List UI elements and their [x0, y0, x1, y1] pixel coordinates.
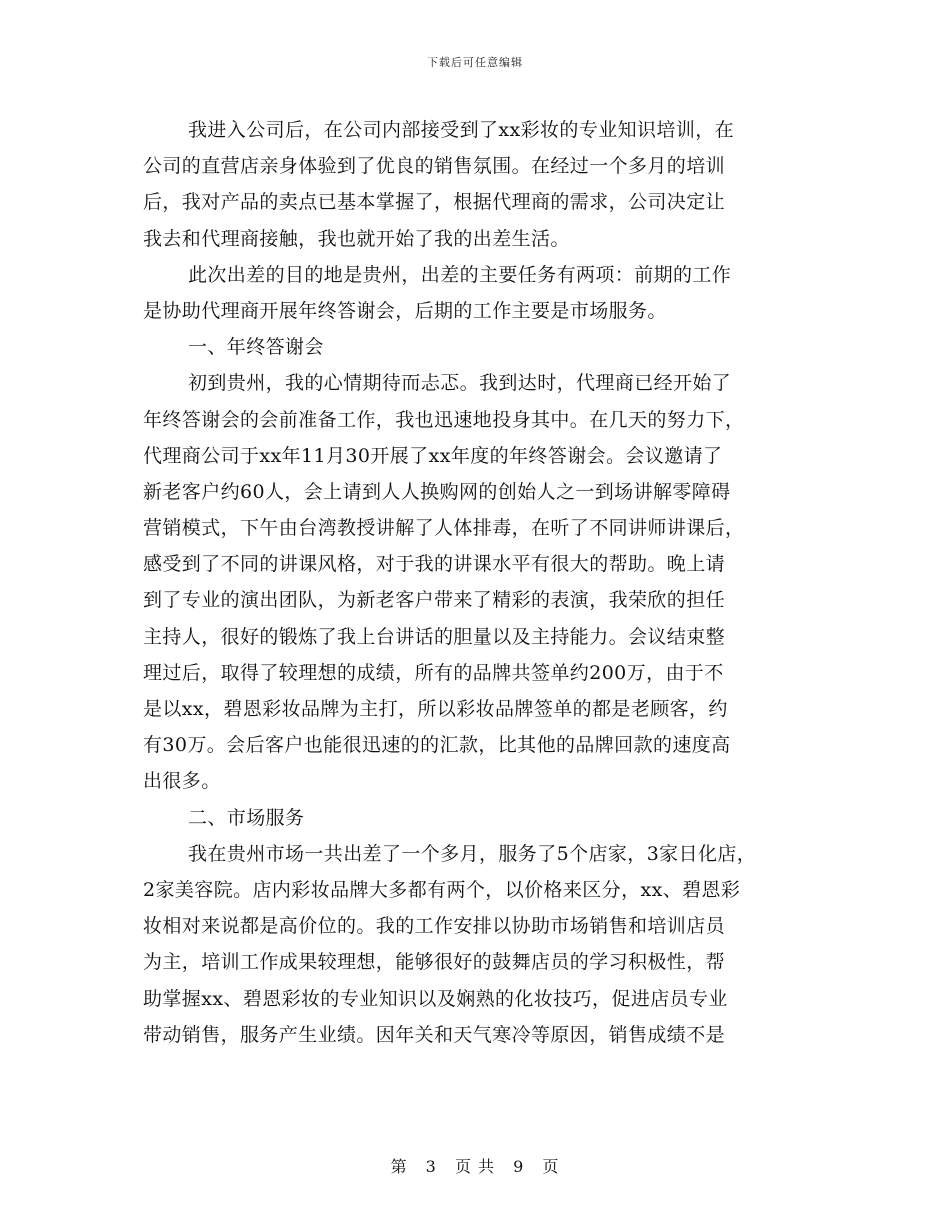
total-page-count: 9 [513, 1157, 525, 1176]
paragraph-line: 感受到了不同的讲课风格，对于我的讲课水平有很大的帮助。晚上请 [143, 553, 726, 576]
paragraph-line: 带动销售，服务产生业绩。因年关和天气寒冷等原因，销售成绩不是 [143, 1023, 726, 1046]
paragraph-line: 出很多。 [143, 770, 221, 793]
paragraph-line: 此次出差的目的地是贵州，出差的主要任务有两项：前期的工作 [188, 263, 732, 286]
paragraph-line: 是以xx，碧恩彩妆品牌为主打，所以彩妆品牌签单的都是老顾客，约 [143, 698, 728, 720]
paragraph-line: 助掌握xx、碧恩彩妆的专业知识以及娴熟的化妆技巧，促进店员专业 [143, 987, 728, 1010]
section-heading: 一、年终答谢会 [188, 336, 324, 359]
page-header: 下载后可任意编辑 [427, 56, 523, 69]
page-footer [0, 1154, 950, 1177]
paragraph-line: 理过后，取得了较理想的成绩，所有的品牌共签单约200万，由于不 [143, 661, 724, 684]
document-body [143, 112, 815, 1053]
paragraph-line: 我去和代理商接触，我也就开始了我的出差生活。 [143, 227, 570, 250]
paragraph-line: 公司的直营店亲身体验到了优良的销售氛围。在经过一个多月的培训 [143, 155, 726, 178]
paragraph-line: 初到贵州，我的心情期待而忐忑。我到达时，代理商已经开始了 [188, 372, 732, 395]
paragraph-line: 妆相对来说都是高价位的。我的工作安排以协助市场销售和培训店员 [143, 915, 726, 938]
paragraph-line: 2家美容院。店内彩妆品牌大多都有两个，以价格来区分，xx、碧恩彩 [143, 878, 741, 901]
paragraph-line: 代理商公司于xx年11月30开展了xx年度的年终答谢会。会议邀请了 [143, 444, 723, 467]
paragraph-line: 营销模式，下午由台湾教授讲解了人体排毒，在听了不同讲师讲课后， [143, 517, 745, 540]
paragraph-line: 后，我对产品的卖点已基本掌握了，根据代理商的需求，公司决定让 [143, 191, 726, 214]
paragraph-line: 有30万。会后客户也能很迅速的的汇款，比其他的品牌回款的速度高 [143, 734, 731, 757]
section-heading: 二、市场服务 [188, 806, 305, 829]
paragraph-line: 新老客户约60人，会上请到人人换购网的创始人之一到场讲解零障碍 [143, 480, 731, 503]
paragraph-line: 到了专业的演出团队，为新老客户带来了精彩的表演，我荣欣的担任 [143, 589, 726, 612]
footer-suffix: 页 [542, 1157, 560, 1176]
paragraph-line: 我在贵州市场一共出差了一个多月，服务了5个店家，3家日化店， [188, 842, 757, 865]
paragraph-line: 为主，培训工作成果较理想，能够很好的鼓舞店员的学习积极性，帮 [143, 951, 726, 974]
paragraph-line: 我进入公司后，在公司内部接受到了xx彩妆的专业知识培训，在 [188, 119, 735, 141]
paragraph-line: 主持人，很好的锻炼了我上台讲话的胆量以及主持能力。会议结束整 [143, 625, 726, 648]
current-page-number: 3 [425, 1157, 437, 1176]
paragraph-line: 年终答谢会的会前准备工作，我也迅速地投身其中。在几天的努力下， [143, 408, 745, 431]
footer-prefix: 第 [390, 1157, 408, 1176]
paragraph-line: 是协助代理商开展年终答谢会，后期的工作主要是市场服务。 [143, 299, 667, 322]
footer-mid: 页 共 [454, 1157, 496, 1176]
